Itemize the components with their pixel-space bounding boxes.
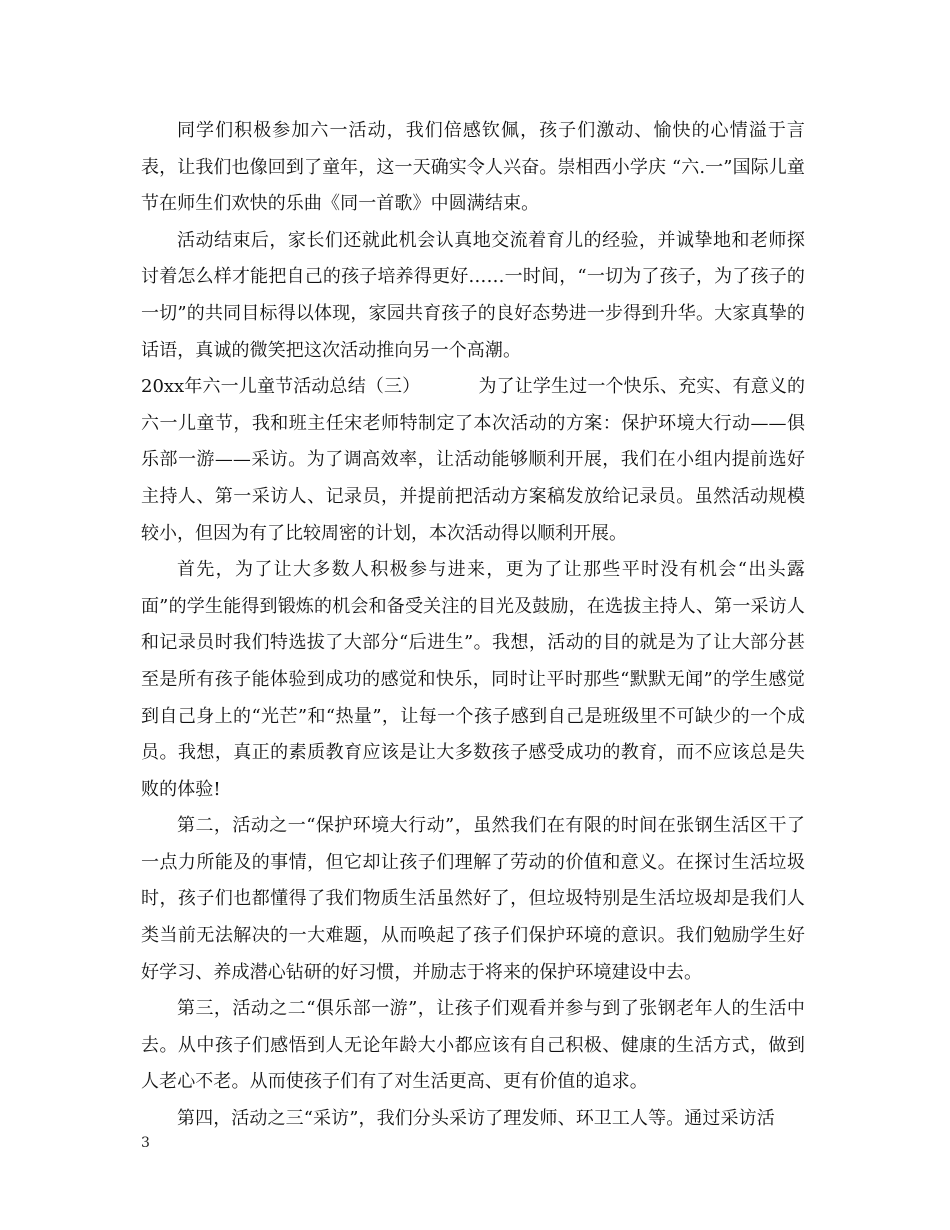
paragraph-5: 第三，活动之二“俱乐部一游”，让孩子们观看并参与到了张钢老年人的生活中去。从中孩子们感悟到人无论年龄大小都应该有自己积极、健康的生活方式，做到人老心不老。从而使孩子们有了对生活更高、更有价值的追求。 [141,998,805,1093]
page-number: 3 [141,1135,150,1151]
paragraph-4: 第二，活动之一“保护环境大行动”，虽然我们在有限的时间在张钢生活区干了一点力所能及的事情，但它却让孩子们理解了劳动的价值和意义。在探讨生活垃圾时，孩子们也都懂得了我们物质生活虽然好了，但垃圾特别是生活垃圾却是我们人类当前无法解决的一大难题，从而唤起了孩子们保护环境的意识。我们勉励学生好好学习、养成潜心钻研的好习惯，并励志于将来的保护环境建设中去。 [141,815,805,983]
section-first-paragraph: 为了让学生过一个快乐、充实、有意义的六一儿童节，我和班主任宋老师特制定了本次活动的方案：保护环境大行动——俱乐部一游——采访。为了调高效率，让活动能够顺利开展，我们在小组内提前选好主持人、第一采访人、记录员，并提前把活动方案稿发放给记录员。虽然活动规模较小，但因为有了比较周密的计划，本次活动得以顺利开展。 [141,376,806,544]
paragraph-2: 活动结束后，家长们还就此机会认真地交流着育儿的经验，并诚挚地和老师探讨着怎么样才能把自己的孩子培养得更好……一时间，“一切为了孩子，为了孩子的一切”的共同目标得以体现，家园共育孩子的良好态势进一步得到升华。大家真挚的话语，真诚的微笑把这次活动推向另一个高潮。 [141,229,805,361]
section-title: 20xx年六一儿童节活动总结（三） [141,376,421,398]
paragraph-6: 第四，活动之三“采访”，我们分头采访了理发师、环卫工人等。通过采访活 [177,1108,775,1130]
document-body [141,113,805,1138]
section-block [141,369,805,552]
paragraph-3: 首先，为了让大多数人积极参与进来，更为了让那些平时没有机会“出头露面”的学生能得到锻炼的机会和备受关注的目光及鼓励，在选拔主持人、第一采访人和记录员时我们特选拔了大部分“后进生”。我想，活动的目的就是为了让大部分甚至是所有孩子能体验到成功的感觉和快乐，同时让平时那些“默默无闻”的学生感觉到自己身上的“光芒”和“热量”，让每一个孩子感到自己是班级里不可缺少的一个成员。我想，真正的素质教育应该是让大多数孩子感受成功的教育，而不应该总是失败的体验! [141,559,805,800]
paragraph-1: 同学们积极参加六一活动，我们倍感钦佩，孩子们激动、愉快的心情溢于言表，让我们也像回到了童年，这一天确实令人兴奋。崇相西小学庆 “六.一”国际儿童节在师生们欢快的乐曲《同一首歌》中圆满结束。 [141,120,805,215]
